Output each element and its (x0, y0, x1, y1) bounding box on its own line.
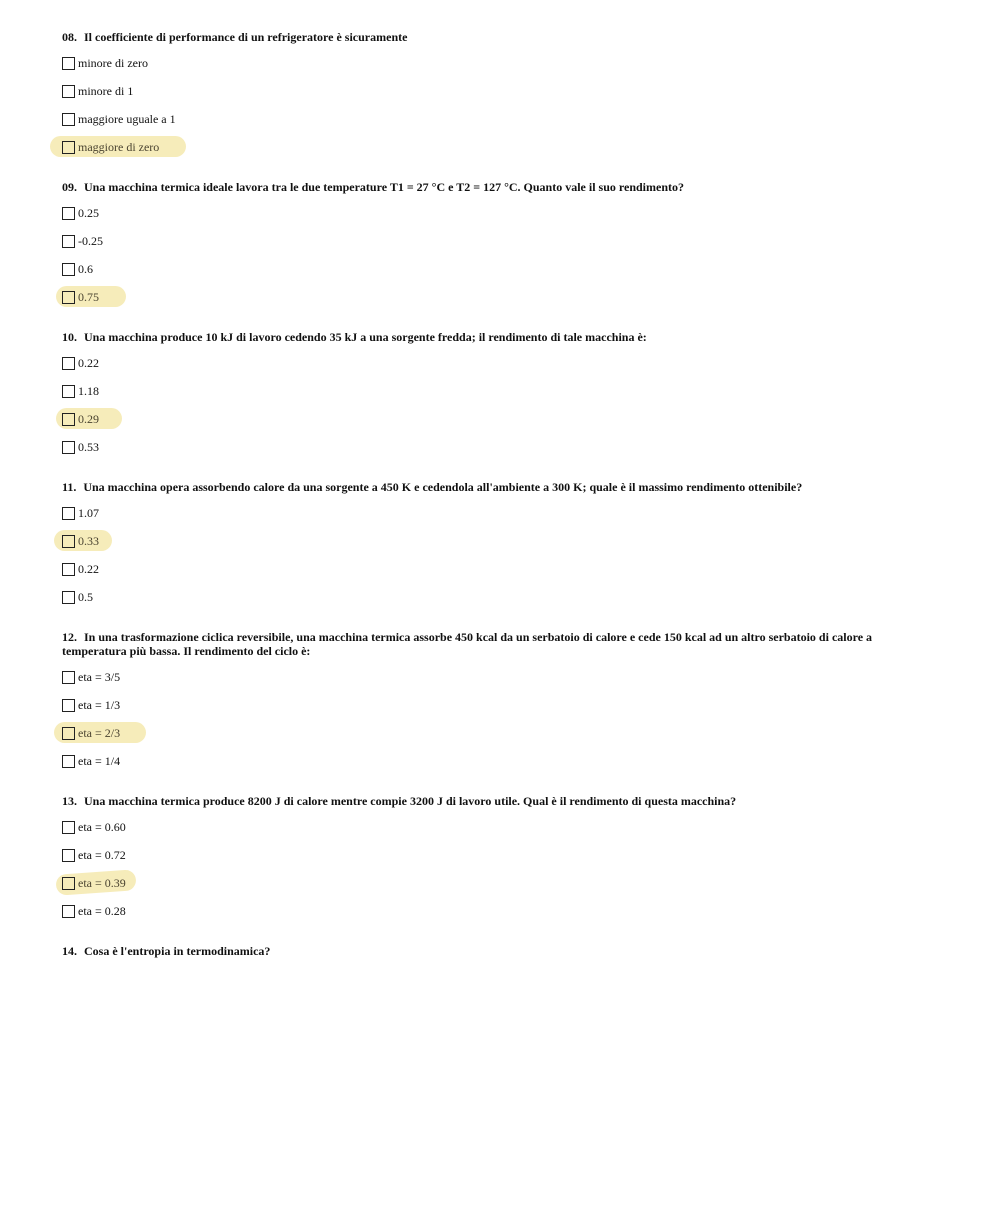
question-title (62, 180, 932, 194)
answer-option-highlighted[interactable] (62, 288, 932, 306)
answer-label: eta = 2/3 (78, 725, 121, 740)
question-text: Il coefficiente di performance di un refrigeratore è sicuramente (84, 30, 408, 44)
question-text: Una macchina produce 10 kJ di lavoro cedendo 35 kJ a una sorgente fredda; il rendimento di tale macchina è: (84, 330, 647, 344)
answer-option[interactable] (62, 588, 932, 606)
answer-label: eta = 1/3 (78, 697, 121, 712)
question-number: 13. (62, 794, 77, 808)
answer-option[interactable] (62, 902, 932, 920)
answer-checkbox[interactable] (62, 263, 75, 276)
answer-checkbox[interactable] (62, 57, 75, 70)
answer-option[interactable] (62, 204, 932, 222)
answer-checkbox[interactable] (62, 441, 75, 454)
question-title (62, 944, 932, 958)
question-text: In una trasformazione ciclica reversibile, una macchina termica assorbe 450 kcal da un serbatoio di calore e cede 150 kcal ad un altro serbatoio di calore a temperatura più bassa. Il rendimento del ciclo è: (62, 630, 873, 658)
quiz-page (62, 30, 932, 982)
answer-label: eta = 0.28 (78, 903, 126, 918)
answer-label: 0.6 (78, 261, 93, 276)
answer-label: 0.53 (78, 439, 99, 454)
answer-label: 0.22 (78, 561, 99, 576)
question-title (62, 794, 932, 808)
answer-label: 0.22 (78, 355, 99, 370)
question-09 (62, 180, 932, 306)
question-14 (62, 944, 932, 958)
answer-label: 1.18 (78, 383, 99, 398)
answer-option[interactable] (62, 110, 932, 128)
answer-label: 0.5 (78, 589, 93, 604)
answer-checkbox[interactable] (62, 507, 75, 520)
answer-checkbox[interactable] (62, 413, 75, 426)
answer-label: minore di zero (78, 55, 148, 70)
answer-label: minore di 1 (78, 83, 134, 98)
answer-label: 1.07 (78, 505, 99, 520)
answer-option[interactable] (62, 560, 932, 578)
answer-checkbox[interactable] (62, 207, 75, 220)
answer-label: eta = 1/4 (78, 753, 121, 768)
answer-option-highlighted[interactable] (62, 138, 932, 156)
answer-option[interactable] (62, 54, 932, 72)
answer-checkbox[interactable] (62, 821, 75, 834)
question-13 (62, 794, 932, 920)
answer-checkbox[interactable] (62, 235, 75, 248)
answer-option[interactable] (62, 260, 932, 278)
answer-option[interactable] (62, 504, 932, 522)
answer-option-highlighted[interactable] (62, 874, 932, 892)
answer-option[interactable] (62, 232, 932, 250)
answer-label: eta = 0.60 (78, 819, 126, 834)
answer-checkbox[interactable] (62, 591, 75, 604)
question-number: 08. (62, 30, 77, 44)
answer-option[interactable] (62, 668, 932, 686)
answer-checkbox[interactable] (62, 385, 75, 398)
question-number: 12. (62, 630, 77, 644)
answer-checkbox[interactable] (62, 905, 75, 918)
answer-label: eta = 3/5 (78, 669, 121, 684)
question-number: 14. (62, 944, 77, 958)
answer-label: 0.25 (78, 205, 99, 220)
answer-label: maggiore di zero (78, 139, 160, 154)
answer-label: eta = 0.72 (78, 847, 126, 862)
answer-checkbox[interactable] (62, 877, 75, 890)
answer-checkbox[interactable] (62, 755, 75, 768)
answer-checkbox[interactable] (62, 141, 75, 154)
answer-option[interactable] (62, 438, 932, 456)
answer-option[interactable] (62, 82, 932, 100)
answer-checkbox[interactable] (62, 671, 75, 684)
answer-checkbox[interactable] (62, 113, 75, 126)
answer-label: 0.33 (78, 533, 99, 548)
answer-label: -0.25 (78, 233, 103, 248)
question-text: Una macchina termica ideale lavora tra le due temperature T1 = 27 °C e T2 = 127 °C. Quanto vale il suo rendimento? (84, 180, 684, 194)
answer-checkbox[interactable] (62, 849, 75, 862)
question-number: 09. (62, 180, 77, 194)
question-title (62, 630, 932, 658)
answer-option[interactable] (62, 752, 932, 770)
answer-option[interactable] (62, 382, 932, 400)
answer-option[interactable] (62, 818, 932, 836)
answer-checkbox[interactable] (62, 291, 75, 304)
answer-checkbox[interactable] (62, 85, 75, 98)
question-11 (62, 480, 932, 606)
question-12 (62, 630, 932, 770)
question-text: Una macchina opera assorbendo calore da una sorgente a 450 K e cedendola all'ambiente a 300 K; quale è il massimo rendimento ottenibile? (83, 480, 803, 494)
answer-label: eta = 0.39 (78, 875, 126, 890)
answer-checkbox[interactable] (62, 727, 75, 740)
answer-option-highlighted[interactable] (62, 724, 932, 742)
answer-option[interactable] (62, 846, 932, 864)
question-text: Una macchina termica produce 8200 J di calore mentre compie 3200 J di lavoro utile. Qual è il rendimento di questa macchina? (84, 794, 737, 808)
question-title (62, 480, 932, 494)
answer-checkbox[interactable] (62, 699, 75, 712)
question-10 (62, 330, 932, 456)
question-text: Cosa è l'entropia in termodinamica? (84, 944, 271, 958)
answer-option-highlighted[interactable] (62, 532, 932, 550)
answer-label: 0.75 (78, 289, 99, 304)
question-08 (62, 30, 932, 156)
question-number: 10. (62, 330, 77, 344)
question-title (62, 330, 932, 344)
answer-label: 0.29 (78, 411, 99, 426)
answer-option[interactable] (62, 354, 932, 372)
answer-option[interactable] (62, 696, 932, 714)
answer-checkbox[interactable] (62, 357, 75, 370)
question-title (62, 30, 932, 44)
answer-label: maggiore uguale a 1 (78, 111, 176, 126)
answer-checkbox[interactable] (62, 563, 75, 576)
answer-checkbox[interactable] (62, 535, 75, 548)
question-number: 11. (62, 480, 77, 494)
answer-option-highlighted[interactable] (62, 410, 932, 428)
